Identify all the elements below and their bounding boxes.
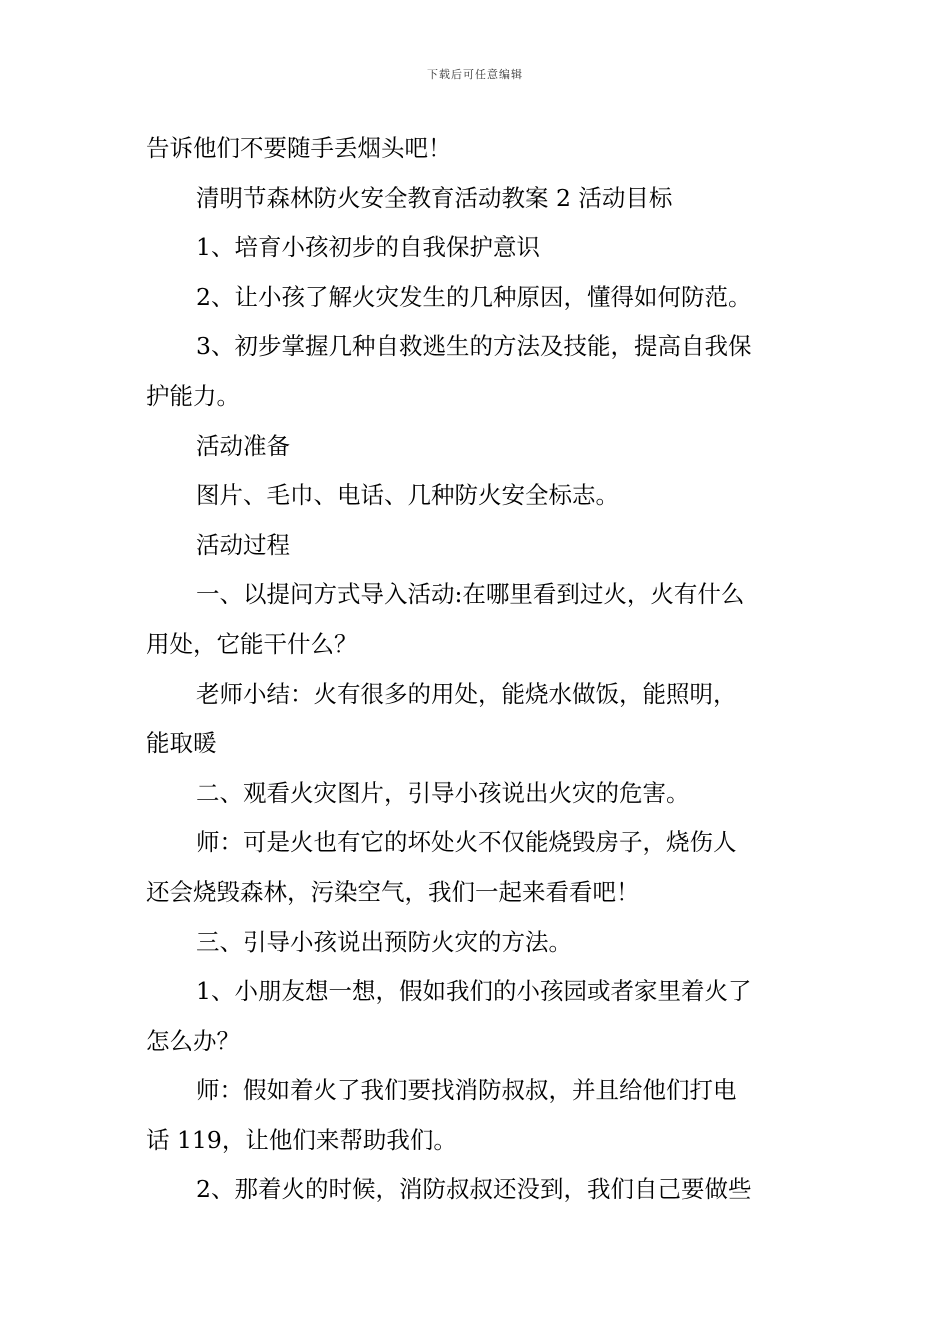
text-line: 清明节森林防火安全教育活动教案 2 活动目标 (196, 183, 673, 212)
text-line: 3、初步掌握几种自救逃生的方法及技能，提高自我保 (196, 332, 752, 361)
section-heading: 活动准备 (196, 431, 290, 460)
text-line: 老师小结：火有很多的用处，能烧水做饭，能照明， (196, 679, 737, 708)
text-line: 护能力。 (146, 381, 240, 410)
text-line: 1、培育小孩初步的自我保护意识 (196, 233, 540, 262)
text-line: 图片、毛巾、电话、几种防火安全标志。 (196, 481, 619, 510)
section-heading: 活动过程 (196, 530, 290, 559)
text-line: 师：可是火也有它的坏处火不仅能烧毁房子，烧伤人 (196, 828, 737, 857)
text-line: 怎么办？ (146, 1026, 240, 1055)
text-line: 二、观看火灾图片，引导小孩说出火灾的危害。 (196, 778, 690, 807)
text-line: 2、那着火的时候，消防叔叔还没到，我们自己要做些 (196, 1175, 752, 1204)
text-line: 还会烧毁森林，污染空气，我们一起来看看吧！ (146, 877, 640, 906)
text-line: 三、引导小孩说出预防火灾的方法。 (196, 927, 572, 956)
text-line: 用处，它能干什么？ (146, 629, 358, 658)
page-header: 下载后可任意编辑 (427, 68, 523, 81)
text-line: 2、让小孩了解火灾发生的几种原因，懂得如何防范。 (196, 282, 752, 311)
text-line: 师：假如着火了我们要找消防叔叔，并且给他们打电 (196, 1076, 737, 1105)
text-line: 1、小朋友想一想，假如我们的小孩园或者家里着火了 (196, 977, 752, 1006)
text-line: 一、以提问方式导入活动:在哪里看到过火，火有什么 (196, 580, 745, 609)
document-body (146, 124, 812, 1215)
text-line: 话 119，让他们来帮助我们。 (146, 1125, 457, 1154)
text-line: 能取暖 (146, 729, 217, 758)
text-line: 告诉他们不要随手丢烟头吧！ (146, 134, 452, 162)
